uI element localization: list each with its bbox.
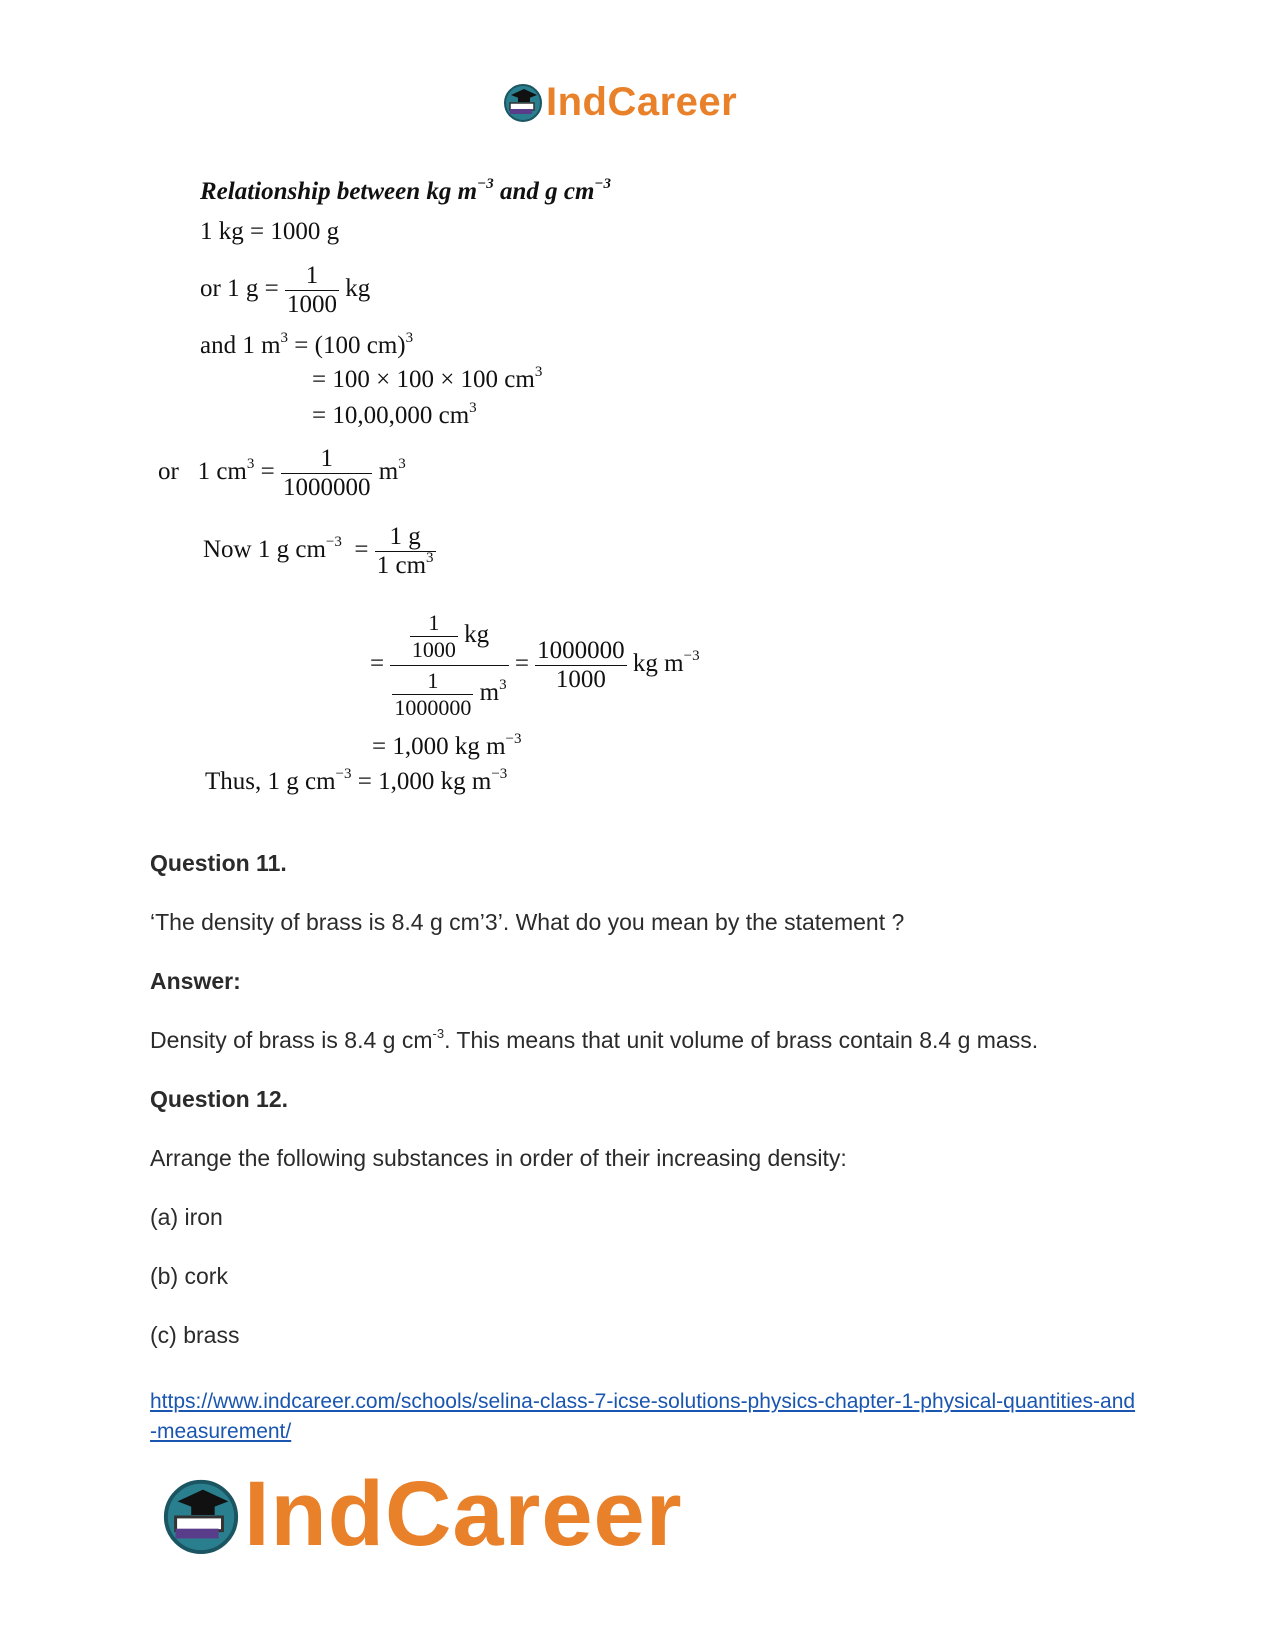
derivation-line-10: Thus, 1 g $cm^{-3} = 1,000$ kg $m^{-3}$ [205,766,508,795]
brand-name-large: IndCareer [244,1463,683,1565]
derivation-line-6: or 1 $cm^3$ = $\frac{1}{1000000}$ $m^3$ [158,445,406,501]
question-11-answer: Density of brass is 8.4 g $cm^{-3}$. This means that unit volume of brass contain 8.4 g mass. [150,1026,1039,1053]
graduation-book-globe-icon [160,1474,242,1556]
answer-label: Answer: [150,968,241,994]
question-12-text: Arrange the following substances in order of their increasing density: [150,1145,847,1171]
brand-name: IndCareer [546,79,738,124]
header-logo [502,78,737,126]
source-link[interactable]: https://www.indcareer.com/schools/selina-class-7-icse-solutions-physics-chapter-1-physical-quantities-and-measurement/ [150,1390,1136,1443]
derivation-line-7: Now 1 g $cm^{-3}$ = $\frac{1 g}{1 cm^3}$ [203,523,434,579]
option-a: (a) iron [150,1204,223,1230]
option-b: (b) cork [150,1263,228,1289]
derivation-line-8: = $\frac{1}{1000}$ kg $\frac{1}{1000000}$ $m^3$ = $\frac{1000000}{1000}$ kg $m^{-3}$ [370,610,700,720]
derivation-line-5: = 10,00,000 $cm^3$ [312,400,477,429]
question-11-title: Question 11. [150,850,287,876]
derivation-line-9: = 1,000 kg $m^{-3}$ [372,731,522,760]
derivation-line-2: or 1 g = $\frac{1}{1000}$ kg [200,262,371,318]
derivation-heading: Relationship between kg $m^{-3}$ and g $cm^{-3}$ [200,176,611,205]
option-c: (c) brass [150,1322,240,1348]
graduation-book-globe-icon [502,81,544,123]
derivation-line-1: 1 kg = 1000 g [200,218,340,245]
derivation-line-4: = 100 × 100 × 100 $cm^3$ [312,364,543,393]
question-12-title: Question 12. [150,1086,289,1112]
derivation-line-3: and 1 $m^3 = (100$ cm)$^3$ [200,330,414,359]
question-11-text: ‘The density of brass is 8.4 g cm’3’. What do you mean by the statement ? [150,909,905,935]
footer-logo [160,1462,683,1567]
